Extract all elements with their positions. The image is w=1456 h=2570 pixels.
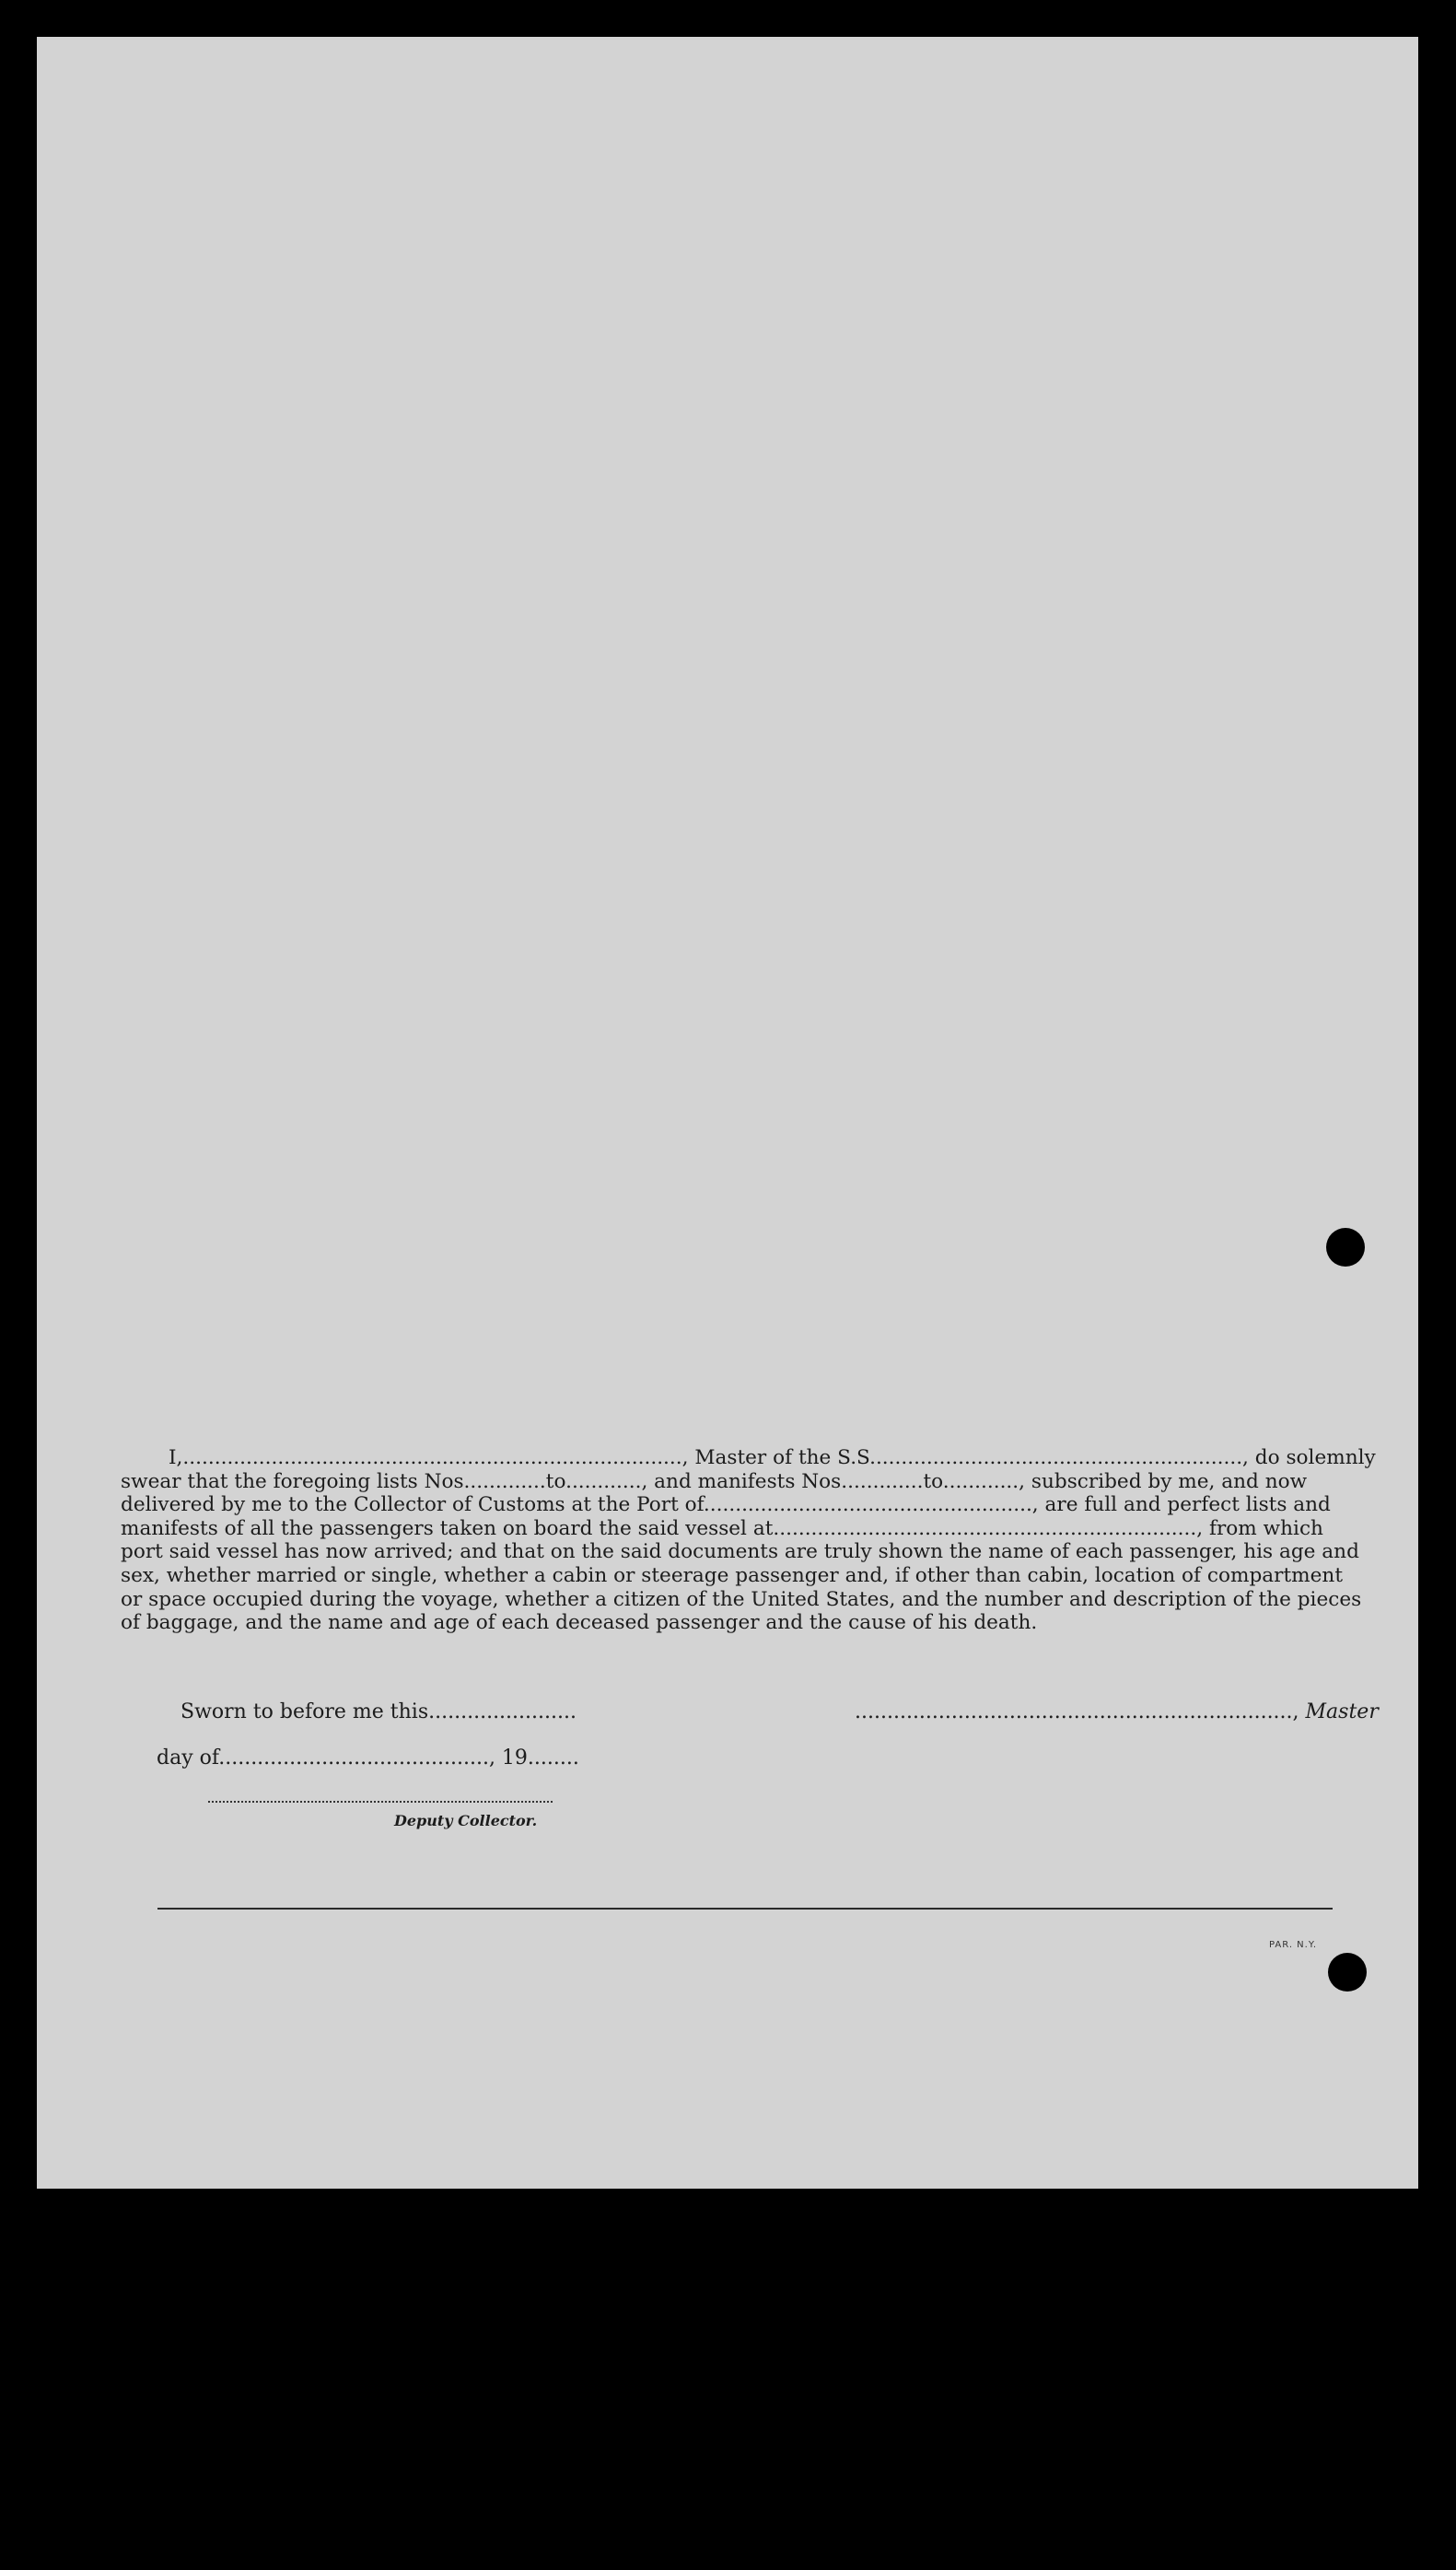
- deputy-collector-label: Deputy Collector.: [394, 1812, 538, 1829]
- master-label: Master: [1305, 1700, 1379, 1723]
- master-oath-paragraph: [121, 1446, 1376, 1635]
- punch-hole-bottom: [1328, 1953, 1367, 1992]
- punch-hole-top: [1326, 1228, 1365, 1267]
- oath-line: I,..............................................................................., Master of the S.S..........................................................., do solemnly: [169, 1446, 1376, 1469]
- oath-line: swear that the foregoing lists Nos.............to............, and manifests Nos.............to............, subscribed by me, and now: [121, 1469, 1308, 1493]
- day-of-line: day of.........................................., 19........: [157, 1746, 579, 1770]
- master-signature-dots: ....................................................................,: [855, 1700, 1299, 1723]
- oath-line: port said vessel has now arrived; and that on the said documents are truly shown the name of each passenger, his age and: [121, 1540, 1359, 1564]
- oath-line: manifests of all the passengers taken on board the said vessel at..................................................................., from which: [121, 1516, 1323, 1540]
- sworn-to-line: Sworn to before me this.......................: [181, 1700, 577, 1723]
- oath-line: of baggage, and the name and age of each deceased passenger and the cause of his death.: [121, 1611, 1038, 1635]
- oath-line: or space occupied during the voyage, whether a citizen of the United States, and the number and description of the pieces: [121, 1587, 1362, 1611]
- deputy-signature-line: [208, 1801, 553, 1803]
- document-page: [37, 37, 1418, 2189]
- master-signature-line: [855, 1700, 1379, 1723]
- oath-line: delivered by me to the Collector of Customs at the Port of...................................................., are full and perfect lists and: [121, 1493, 1331, 1517]
- printer-mark: PAR. N.Y.: [1269, 1940, 1318, 1950]
- oath-line: sex, whether married or single, whether a cabin or steerage passenger and, if other than cabin, location of compartment: [121, 1563, 1344, 1587]
- horizontal-rule: [157, 1908, 1333, 1910]
